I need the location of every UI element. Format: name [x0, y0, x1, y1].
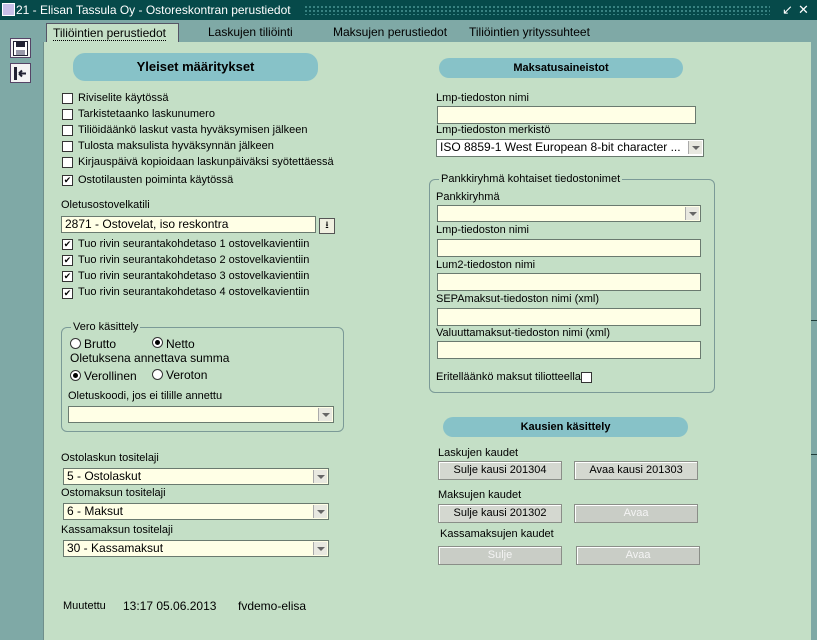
modified-user: fvdemo-elisa	[238, 599, 307, 613]
checkbox-label: Tuo rivin seurantakohdetaso 2 ostovelkavientiin	[78, 254, 310, 266]
close-icon[interactable]: ✕	[798, 2, 809, 17]
app-icon	[2, 3, 15, 16]
tab-laskujen-tiliointi[interactable]: Laskujen tiliöinti	[208, 25, 293, 39]
account-lookup-button[interactable]	[319, 218, 335, 234]
vat-group-title: Vero käsittely	[73, 321, 139, 333]
close-payment-period-button[interactable]: Sulje kausi 201302	[438, 504, 562, 523]
radio-label: Veroton	[166, 368, 208, 382]
bank-group-label: Pankkiryhmä	[436, 191, 500, 203]
radio-label: Brutto	[84, 337, 117, 351]
sepa-label: SEPAmaksut-tiedoston nimi (xml)	[436, 293, 600, 305]
tab-label: Tiliöintien perustiedot	[53, 26, 166, 40]
cash-payment-type-label: Kassamaksun tositelaji	[61, 524, 173, 536]
radio-brutto[interactable]	[70, 338, 81, 349]
modified-label: Muutettu	[63, 600, 106, 612]
checkbox-copy-entry-date[interactable]	[62, 157, 73, 168]
default-account-field[interactable]: 2871 - Ostovelat, iso reskontra	[61, 216, 316, 233]
charset-label: Lmp-tiedoston merkistö	[436, 124, 551, 136]
radio-netto[interactable]	[152, 337, 163, 348]
save-button[interactable]	[10, 38, 31, 58]
title-bar-pattern	[304, 5, 770, 15]
open-payment-period-button[interactable]: Avaa	[574, 504, 698, 523]
general-settings-heading: Yleiset määritykset	[73, 53, 318, 81]
cash-periods-label: Kassamaksujen kaudet	[440, 528, 554, 540]
invoice-periods-label: Laskujen kaudet	[438, 447, 519, 459]
purchase-payment-type-select[interactable]	[63, 503, 329, 520]
checkbox-label: Kirjauspäivä kopioidaan laskunpäiväksi syötettäessä	[78, 156, 334, 168]
bank-lmp-label: Lmp-tiedoston nimi	[436, 224, 529, 236]
checkbox-label: Tuo rivin seurantakohdetaso 3 ostovelkavientiin	[78, 270, 310, 282]
bank-group-title: Pankkiryhmä kohtaiset tiedostonimet	[441, 173, 621, 185]
checkbox-label: Tuo rivin seurantakohdetaso 1 ostovelkavientiin	[78, 238, 310, 250]
tab-tilioinnin-perustiedot[interactable]	[46, 23, 179, 43]
exit-icon	[13, 66, 28, 81]
radio-label: Verollinen	[84, 369, 137, 383]
lum2-field[interactable]	[437, 273, 701, 291]
checkbox-print-payment-list[interactable]	[62, 141, 73, 152]
chevron-down-icon	[313, 470, 327, 483]
save-icon	[13, 41, 28, 56]
open-cash-period-button[interactable]: Avaa	[576, 546, 700, 565]
bank-group-select[interactable]	[437, 205, 701, 222]
radio-label: Netto	[166, 337, 195, 351]
chevron-down-icon	[685, 207, 699, 220]
open-invoice-period-button[interactable]: Avaa kausi 201303	[574, 461, 698, 480]
checkbox-check-invoice-number[interactable]	[62, 109, 73, 120]
purchase-invoice-type-label: Ostolaskun tositelaji	[61, 452, 159, 464]
cash-payment-type-select[interactable]	[63, 540, 329, 557]
lum2-label: Lum2-tiedoston nimi	[436, 259, 536, 271]
chevron-down-icon	[313, 505, 327, 518]
purchase-payment-type-label: Ostomaksun tositelaji	[61, 487, 166, 499]
currency-payments-label: Valuuttamaksut-tiedoston nimi (xml)	[436, 327, 611, 339]
window-title-bar	[0, 0, 817, 20]
tab-strip	[42, 20, 817, 42]
chevron-down-icon	[313, 542, 327, 555]
purchase-invoice-type-select[interactable]	[63, 468, 329, 485]
checkbox-label: Riviselite käytössä	[78, 92, 169, 104]
checkbox-row-description[interactable]	[62, 93, 73, 104]
radio-verollinen[interactable]	[70, 370, 81, 381]
checkbox-label: Tuo rivin seurantakohdetaso 4 ostovelkavientiin	[78, 286, 310, 298]
select-value: 6 - Maksut	[67, 504, 124, 518]
checkbox-tracking-level-1[interactable]	[62, 239, 73, 250]
exit-button[interactable]	[10, 63, 31, 83]
select-value: ISO 8859-1 West European 8-bit character ...	[440, 140, 681, 154]
payment-materials-heading: Maksatusaineistot	[439, 58, 683, 78]
left-toolbar	[0, 20, 42, 640]
payment-periods-label: Maksujen kaudet	[438, 489, 522, 501]
checkbox-post-after-approval[interactable]	[62, 125, 73, 136]
currency-payments-field[interactable]	[437, 341, 701, 359]
close-invoice-period-button[interactable]: Sulje kausi 201304	[438, 461, 562, 480]
checkbox-tracking-level-4[interactable]	[62, 288, 73, 299]
checkbox-purchase-order-picking[interactable]	[62, 175, 73, 186]
minimize-icon[interactable]: ↙	[782, 2, 793, 17]
right-edge	[810, 42, 817, 640]
checkbox-label: Tulosta maksulista hyväksynnän jälkeen	[78, 140, 274, 152]
default-account-label: Oletusostovelkatili	[61, 199, 150, 211]
chevron-down-icon	[318, 408, 332, 421]
radio-veroton[interactable]	[152, 369, 163, 380]
checkbox-tracking-level-2[interactable]	[62, 255, 73, 266]
modified-timestamp: 13:17 05.06.2013	[123, 599, 217, 613]
bank-lmp-field[interactable]	[437, 239, 701, 257]
checkbox-label: Tarkistetaanko laskunumero	[78, 108, 215, 120]
sepa-field[interactable]	[437, 308, 701, 326]
itemize-label: Eritelläänkö maksut tiliotteella	[436, 371, 581, 383]
lmp-file-field[interactable]	[437, 106, 696, 124]
checkbox-tracking-level-3[interactable]	[62, 271, 73, 282]
default-code-label: Oletuskoodi, jos ei tilille annettu	[68, 390, 223, 402]
periods-heading: Kausien käsittely	[443, 417, 688, 437]
default-code-select[interactable]	[68, 406, 334, 423]
close-cash-period-button[interactable]: Sulje	[438, 546, 562, 565]
tab-maksujen-perustiedot[interactable]: Maksujen perustiedot	[333, 25, 448, 39]
checkbox-label: Tiliöidäänkö laskut vasta hyväksymisen jälkeen	[78, 124, 308, 136]
chevron-down-icon	[688, 141, 702, 154]
checkbox-label: Ostotilausten poiminta käytössä	[78, 174, 234, 186]
download-arrow-icon: ⭳	[325, 220, 329, 231]
checkbox-itemize-payments[interactable]	[581, 372, 592, 383]
window-title: 21 - Elisan Tassula Oy - Ostoreskontran perustiedot	[16, 3, 291, 17]
select-value: 5 - Ostolaskut	[67, 469, 142, 483]
lmp-file-label: Lmp-tiedoston nimi	[436, 92, 529, 104]
main-panel	[43, 42, 811, 640]
default-sum-label: Oletuksena annettava summa	[70, 351, 230, 365]
select-value: 30 - Kassamaksut	[67, 541, 164, 555]
tab-tilioinnin-yrityssuhteet[interactable]: Tiliöintien yrityssuhteet	[469, 25, 590, 39]
charset-select[interactable]	[436, 139, 704, 157]
